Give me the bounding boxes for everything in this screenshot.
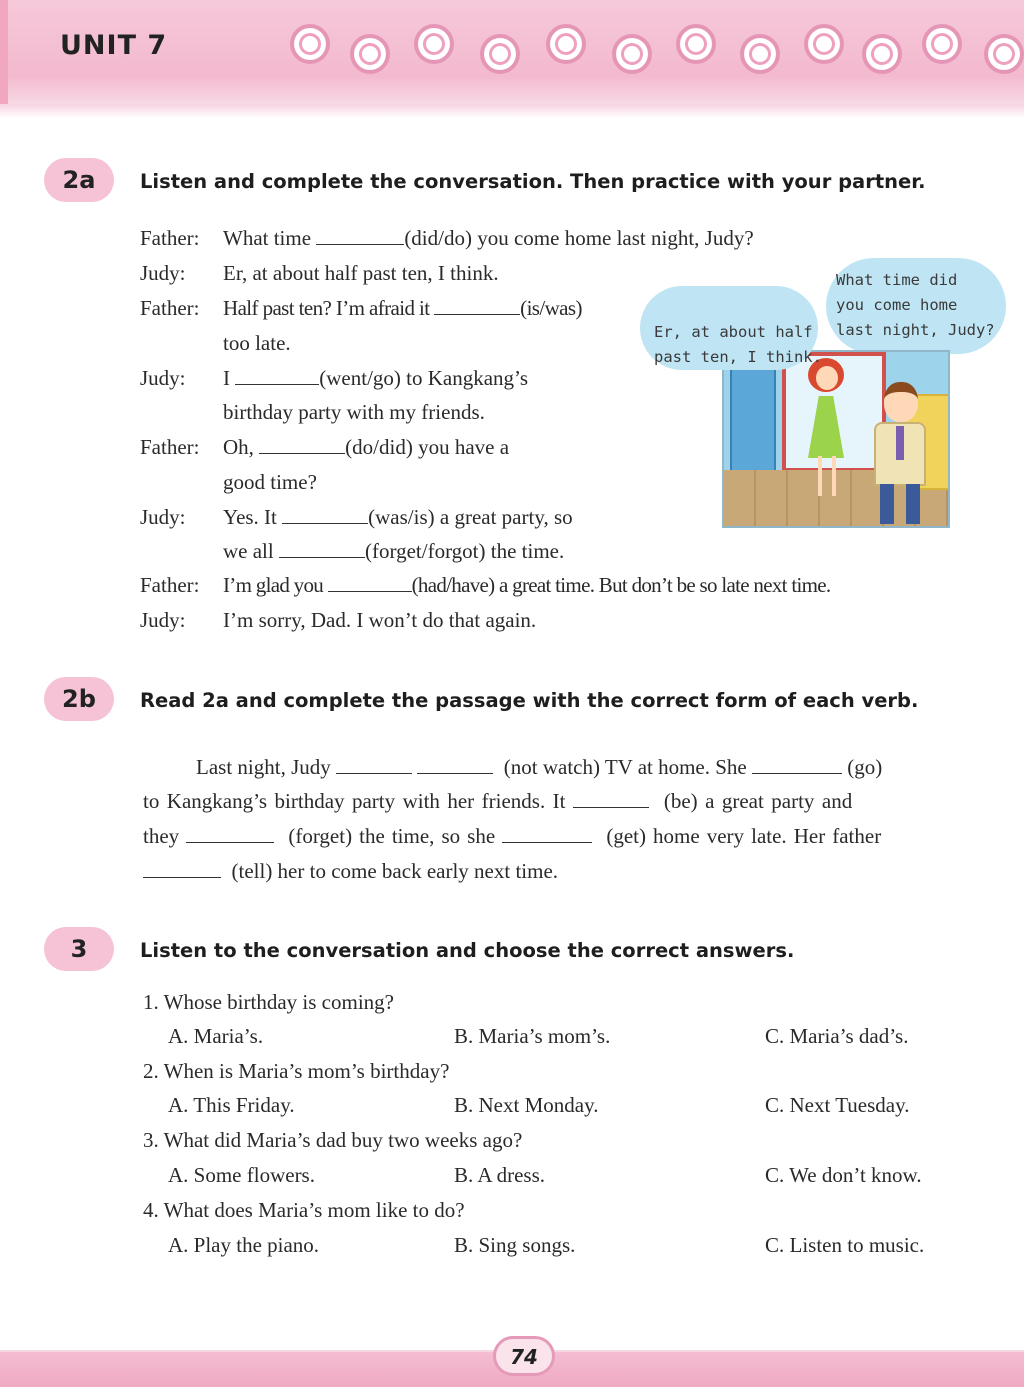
dialogue-line	[223, 225, 754, 251]
header-dot	[676, 24, 716, 64]
answer-blank[interactable]	[336, 756, 412, 774]
answer-blank[interactable]	[434, 297, 520, 315]
passage-line	[143, 824, 881, 849]
dialogue-line	[223, 330, 291, 356]
section-2b-instruction: Read 2a and complete the passage with the correct form of each verb.	[140, 689, 919, 712]
dialogue-text: Yes. It	[223, 505, 283, 529]
passage-line	[196, 755, 882, 780]
header-dot	[922, 24, 962, 64]
dialogue-line	[223, 399, 485, 425]
question-text: 4. What does Maria’s mom like to do?	[143, 1198, 465, 1222]
answer-blank[interactable]	[279, 540, 365, 558]
dialogue-text: we all	[223, 539, 279, 563]
dialogue-line	[223, 572, 830, 598]
option-b[interactable]: B. Sing songs.	[454, 1233, 576, 1257]
option-c[interactable]: C. We don’t know.	[765, 1163, 922, 1187]
dialogue-text: (went/go) to Kangkang’s	[319, 366, 529, 390]
dialogue-text: Oh,	[223, 435, 260, 459]
answer-blank[interactable]	[282, 506, 368, 524]
judy-face	[816, 366, 838, 390]
dialogue-line	[223, 365, 528, 391]
answer-blank[interactable]	[186, 825, 274, 843]
father-legs	[880, 484, 920, 524]
answer-blank[interactable]	[235, 367, 319, 385]
dialogue-text: Er, at about half past ten, I think.	[223, 261, 499, 285]
dialogue-speaker: Judy:	[140, 608, 186, 632]
option-a[interactable]: A. Play the piano.	[168, 1233, 320, 1257]
door	[730, 362, 776, 482]
dialogue-speaker: Judy:	[140, 261, 186, 285]
header-fade	[0, 104, 1024, 118]
dialogue-text: (is/was)	[520, 296, 582, 320]
passage-line	[143, 859, 558, 884]
dialogue-text: I’m glad you	[223, 573, 328, 597]
section-2a-badge: 2a	[44, 158, 114, 202]
dialogue-text: birthday party with my friends.	[223, 400, 485, 424]
dialogue-line	[223, 538, 564, 564]
dialogue-text: I	[223, 366, 236, 390]
option-c[interactable]: C. Maria’s dad’s.	[765, 1024, 909, 1048]
header-dot	[480, 34, 520, 74]
passage-text: (not watch) TV at home. She	[503, 755, 753, 779]
question-text: 3. What did Maria’s dad buy two weeks ago?	[143, 1128, 523, 1152]
passage-text: they	[143, 824, 187, 848]
speech-bubble-judy	[640, 286, 822, 370]
dialogue-text: I’m sorry, Dad. I won’t do that again.	[223, 608, 537, 632]
section-3-badge: 3	[44, 927, 114, 971]
dialogue-speaker: Father:	[140, 296, 200, 320]
dialogue-speaker: Father:	[140, 573, 200, 597]
header-dot	[414, 24, 454, 64]
dialogue-illustration	[640, 250, 1010, 535]
dialogue-text: (did/do) you come home last night, Judy?	[404, 226, 754, 250]
speech-bubble-father	[826, 258, 1006, 354]
dialogue-speaker: Father:	[140, 226, 200, 250]
father-head	[884, 382, 918, 422]
dialogue-line	[223, 607, 536, 633]
header-dot	[546, 24, 586, 64]
header-dot	[740, 34, 780, 74]
dialogue-line	[223, 504, 573, 530]
option-a[interactable]: A. Some flowers.	[168, 1163, 315, 1187]
passage-text: to Kangkang’s birthday party with her friends. It	[143, 789, 573, 813]
dialogue-text: good time?	[223, 470, 317, 494]
header-dot	[984, 34, 1024, 74]
dialogue-speaker: Judy:	[140, 505, 186, 529]
header-dot-decoration	[290, 20, 1024, 76]
dialogue-text: (do/did) you have a	[345, 435, 510, 459]
answer-blank[interactable]	[259, 436, 345, 454]
dialogue-text: What time	[223, 226, 317, 250]
question-text: 2. When is Maria’s mom’s birthday?	[143, 1059, 450, 1083]
option-c[interactable]: C. Listen to music.	[765, 1233, 925, 1257]
option-a[interactable]: A. Maria’s.	[168, 1024, 264, 1048]
dialogue-line	[223, 434, 509, 460]
dialogue-speaker: Judy:	[140, 366, 186, 390]
page-number: 74	[493, 1336, 555, 1376]
option-a[interactable]: A. This Friday.	[168, 1093, 295, 1117]
bubble-text-father: What time did you come home last night, Judy?	[836, 271, 995, 339]
option-b[interactable]: B. A dress.	[454, 1163, 546, 1187]
header-dot	[350, 34, 390, 74]
passage-text: (forget) the time, so she	[288, 824, 503, 848]
section-2a-instruction: Listen and complete the conversation. Then practice with your partner.	[140, 170, 926, 193]
answer-blank[interactable]	[752, 756, 842, 774]
option-c[interactable]: C. Next Tuesday.	[765, 1093, 910, 1117]
passage-text: (tell) her to come back early next time.	[231, 859, 559, 883]
option-b[interactable]: B. Next Monday.	[454, 1093, 599, 1117]
room-scene	[722, 350, 950, 528]
passage-text: (go)	[847, 755, 883, 779]
judy-legs	[818, 456, 836, 496]
dialogue-text: (had/have) a great time. But don’t be so late next time.	[411, 573, 831, 597]
bubble-text-judy: Er, at about half past ten, I think.	[654, 323, 822, 366]
dialogue-line	[223, 295, 582, 321]
dialogue-text: (was/is) a great party, so	[368, 505, 573, 529]
header-edge-strip	[0, 0, 8, 108]
page-header	[0, 0, 1024, 108]
dialogue-speaker: Father:	[140, 435, 200, 459]
dialogue-line	[223, 260, 499, 286]
dialogue-text: Half past ten? I’m afraid it	[223, 296, 435, 320]
dialogue-text: too late.	[223, 331, 291, 355]
question-text: 1. Whose birthday is coming?	[143, 990, 394, 1014]
dialogue-text: (forget/forgot) the time.	[364, 539, 565, 563]
header-dot	[290, 24, 330, 64]
section-3-instruction: Listen to the conversation and choose the correct answers.	[140, 939, 795, 962]
header-dot	[804, 24, 844, 64]
dialogue-line	[223, 469, 317, 495]
answer-blank[interactable]	[143, 860, 221, 878]
answer-blank[interactable]	[573, 790, 649, 808]
unit-title: UNIT 7	[60, 30, 168, 61]
passage-text: (be) a great party and	[663, 789, 853, 813]
passage-line	[143, 789, 852, 814]
passage-text: Last night, Judy	[196, 755, 336, 779]
option-b[interactable]: B. Maria’s mom’s.	[454, 1024, 611, 1048]
section-2b-badge: 2b	[44, 677, 114, 721]
header-dot	[862, 34, 902, 74]
answer-blank[interactable]	[502, 825, 592, 843]
answer-blank[interactable]	[417, 756, 493, 774]
answer-blank[interactable]	[316, 227, 404, 245]
header-dot	[612, 34, 652, 74]
passage-text: (get) home very late. Her father	[606, 824, 882, 848]
father-tie	[896, 426, 904, 460]
answer-blank[interactable]	[328, 574, 412, 592]
